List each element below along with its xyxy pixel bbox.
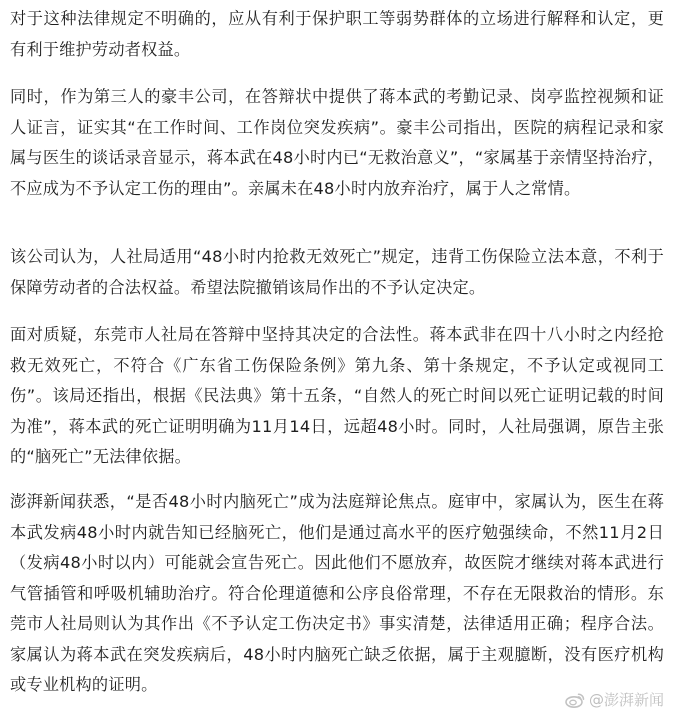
watermark <box>565 689 664 710</box>
paragraph-2: 同时，作为第三人的豪丰公司，在答辩状中提供了蒋本武的考勤记录、岗亭监控视频和证人证言，证实其“在工作时间、工作岗位突发疾病”。豪丰公司指出，医院的病程记录和家属与医生的谈话录音显示，蒋本武在48小时内已“无救治意义”，“家属基于亲情坚持治疗，不应成为不予认定工伤的理由”。亲属未在48小时内放弃治疗，属于人之常情。 <box>10 87 664 198</box>
weibo-icon <box>565 692 585 708</box>
paragraph-5: 澎湃新闻获悉，“是否48小时内脑死亡”成为法庭辩论焦点。庭审中，家属认为，医生在蒋本武发病48小时内就告知已经脑死亡，他们是通过高水平的医疗勉强续命，不然11月2日（发病48小时以内）可能就会宣告死亡。因此他们不愿放弃，故医院才继续对蒋本武进行气管插管和呼吸机辅助治疗。符合伦理道德和公序良俗常理，不存在无限救治的情形。东莞市人社局则认为其作出《不予认定工伤决定书》事实清楚，法律适用正确；程序合法。家属认为蒋本武在突发疾病后，48小时内脑死亡缺乏依据，属于主观臆断，没有医疗机构或专业机构的证明。 <box>10 492 664 694</box>
paragraph-4: 面对质疑，东莞市人社局在答辩中坚持其决定的合法性。蒋本武非在四十八小时之内经抢救无效死亡，不符合《广东省工伤保险条例》第九条、第十条规定，不予认定或视同工伤”。该局还指出，根据《民法典》第十五条，“自然人的死亡时间以死亡证明记载的时间为准”，蒋本武的死亡证明明确为11月14日，远超48小时。同时，人社局强调，原告主张的“脑死亡”无法律依据。 <box>10 325 664 466</box>
watermark-text: @澎湃新闻 <box>588 691 664 709</box>
paragraph-1: 对于这种法律规定不明确的，应从有利于保护职工等弱势群体的立场进行解释和认定，更有利于维护劳动者权益。 <box>10 9 664 59</box>
paragraph-3: 该公司认为，人社局适用“48小时内抢救无效死亡”规定，违背工伤保险立法本意，不利于保障劳动者的合法权益。希望法院撤销该局作出的不予认定决定。 <box>10 247 664 297</box>
